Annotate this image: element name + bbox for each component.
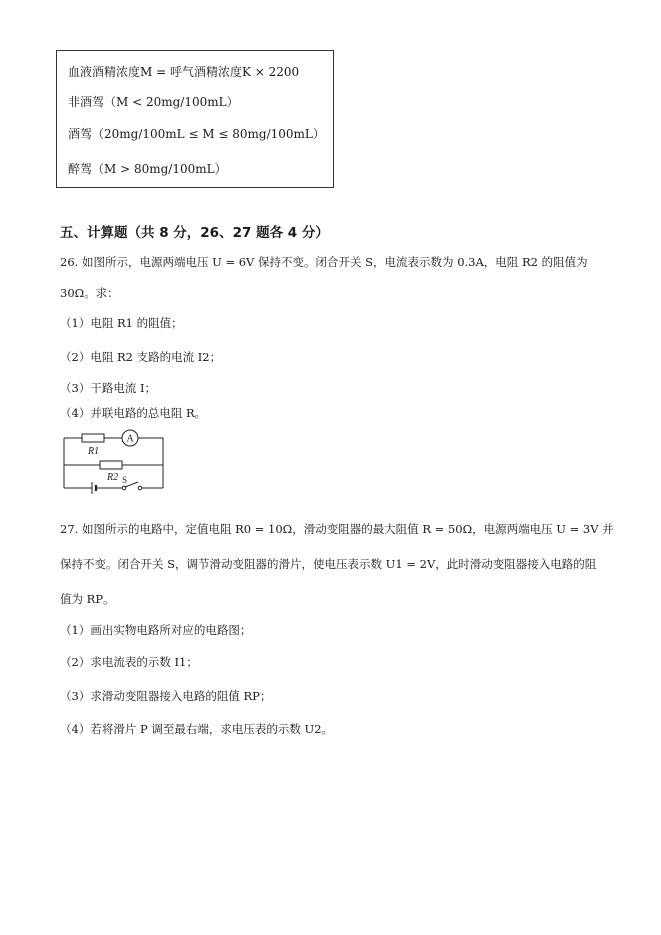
box-line-1: 血液酒精浓度M = 呼气酒精浓度K × 2200 (68, 65, 300, 79)
box-line-2: 非酒驾（M < 20mg/100mL） (68, 95, 239, 109)
q26-stem-line-2: 30Ω。求： (60, 286, 119, 300)
resistor-r2 (100, 461, 122, 469)
switch-label: S (122, 475, 128, 485)
q27-part-2: （2）求电流表的示数 I1； (60, 655, 198, 669)
q27-part-3: （3）求滑动变阻器接入电路的阻值 RP； (60, 689, 272, 703)
q26-stem-line-1: 26. 如图所示，电源两端电压 U = 6V 保持不变。闭合开关 S，电流表示数为 0.3A，电阻 R2 的阻值为 (60, 255, 588, 269)
wire-top-right (138, 438, 163, 488)
r1-label: R1 (88, 446, 100, 457)
r2-label: R2 (107, 472, 119, 483)
box-line-3: 酒驾（20mg/100mL ≤ M ≤ 80mg/100mL） (68, 127, 325, 141)
box-line-4: 醉驾（M > 80mg/100mL） (68, 162, 227, 176)
q26-part-2: （2）电阻 R2 支路的电流 I2； (60, 350, 222, 364)
q27-stem-line-2: 保持不变。闭合开关 S，调节滑动变阻器的滑片，使电压表示数 U1 = 2V，此时滑动变阻器接入电路的阻 (60, 557, 597, 571)
parallel-circuit-diagram (56, 428, 174, 500)
q27-stem-line-1: 27. 如图所示的电路中，定值电阻 R0 = 10Ω，滑动变阻器的最大阻值 R = 50Ω，电源两端电压 U = 3V 并 (60, 522, 614, 536)
resistor-r1 (82, 434, 104, 442)
q26-part-3: （3）干路电流 I； (60, 381, 157, 395)
ammeter-label: A (126, 433, 134, 445)
q26-part-1: （1）电阻 R1 的阻值； (60, 316, 183, 330)
q27-part-1: （1）画出实物电路所对应的电路图； (60, 623, 252, 637)
section-heading: 五、计算题（共 8 分，26、27 题各 4 分） (60, 225, 329, 241)
q27-part-4: （4）若将滑片 P 调至最右端，求电压表的示数 U2。 (60, 722, 334, 736)
concentration-box (56, 50, 334, 188)
q26-part-4: （4）并联电路的总电阻 R。 (60, 406, 207, 420)
switch-contact-right (138, 486, 142, 490)
q27-stem-line-3: 值为 RP。 (60, 592, 115, 606)
